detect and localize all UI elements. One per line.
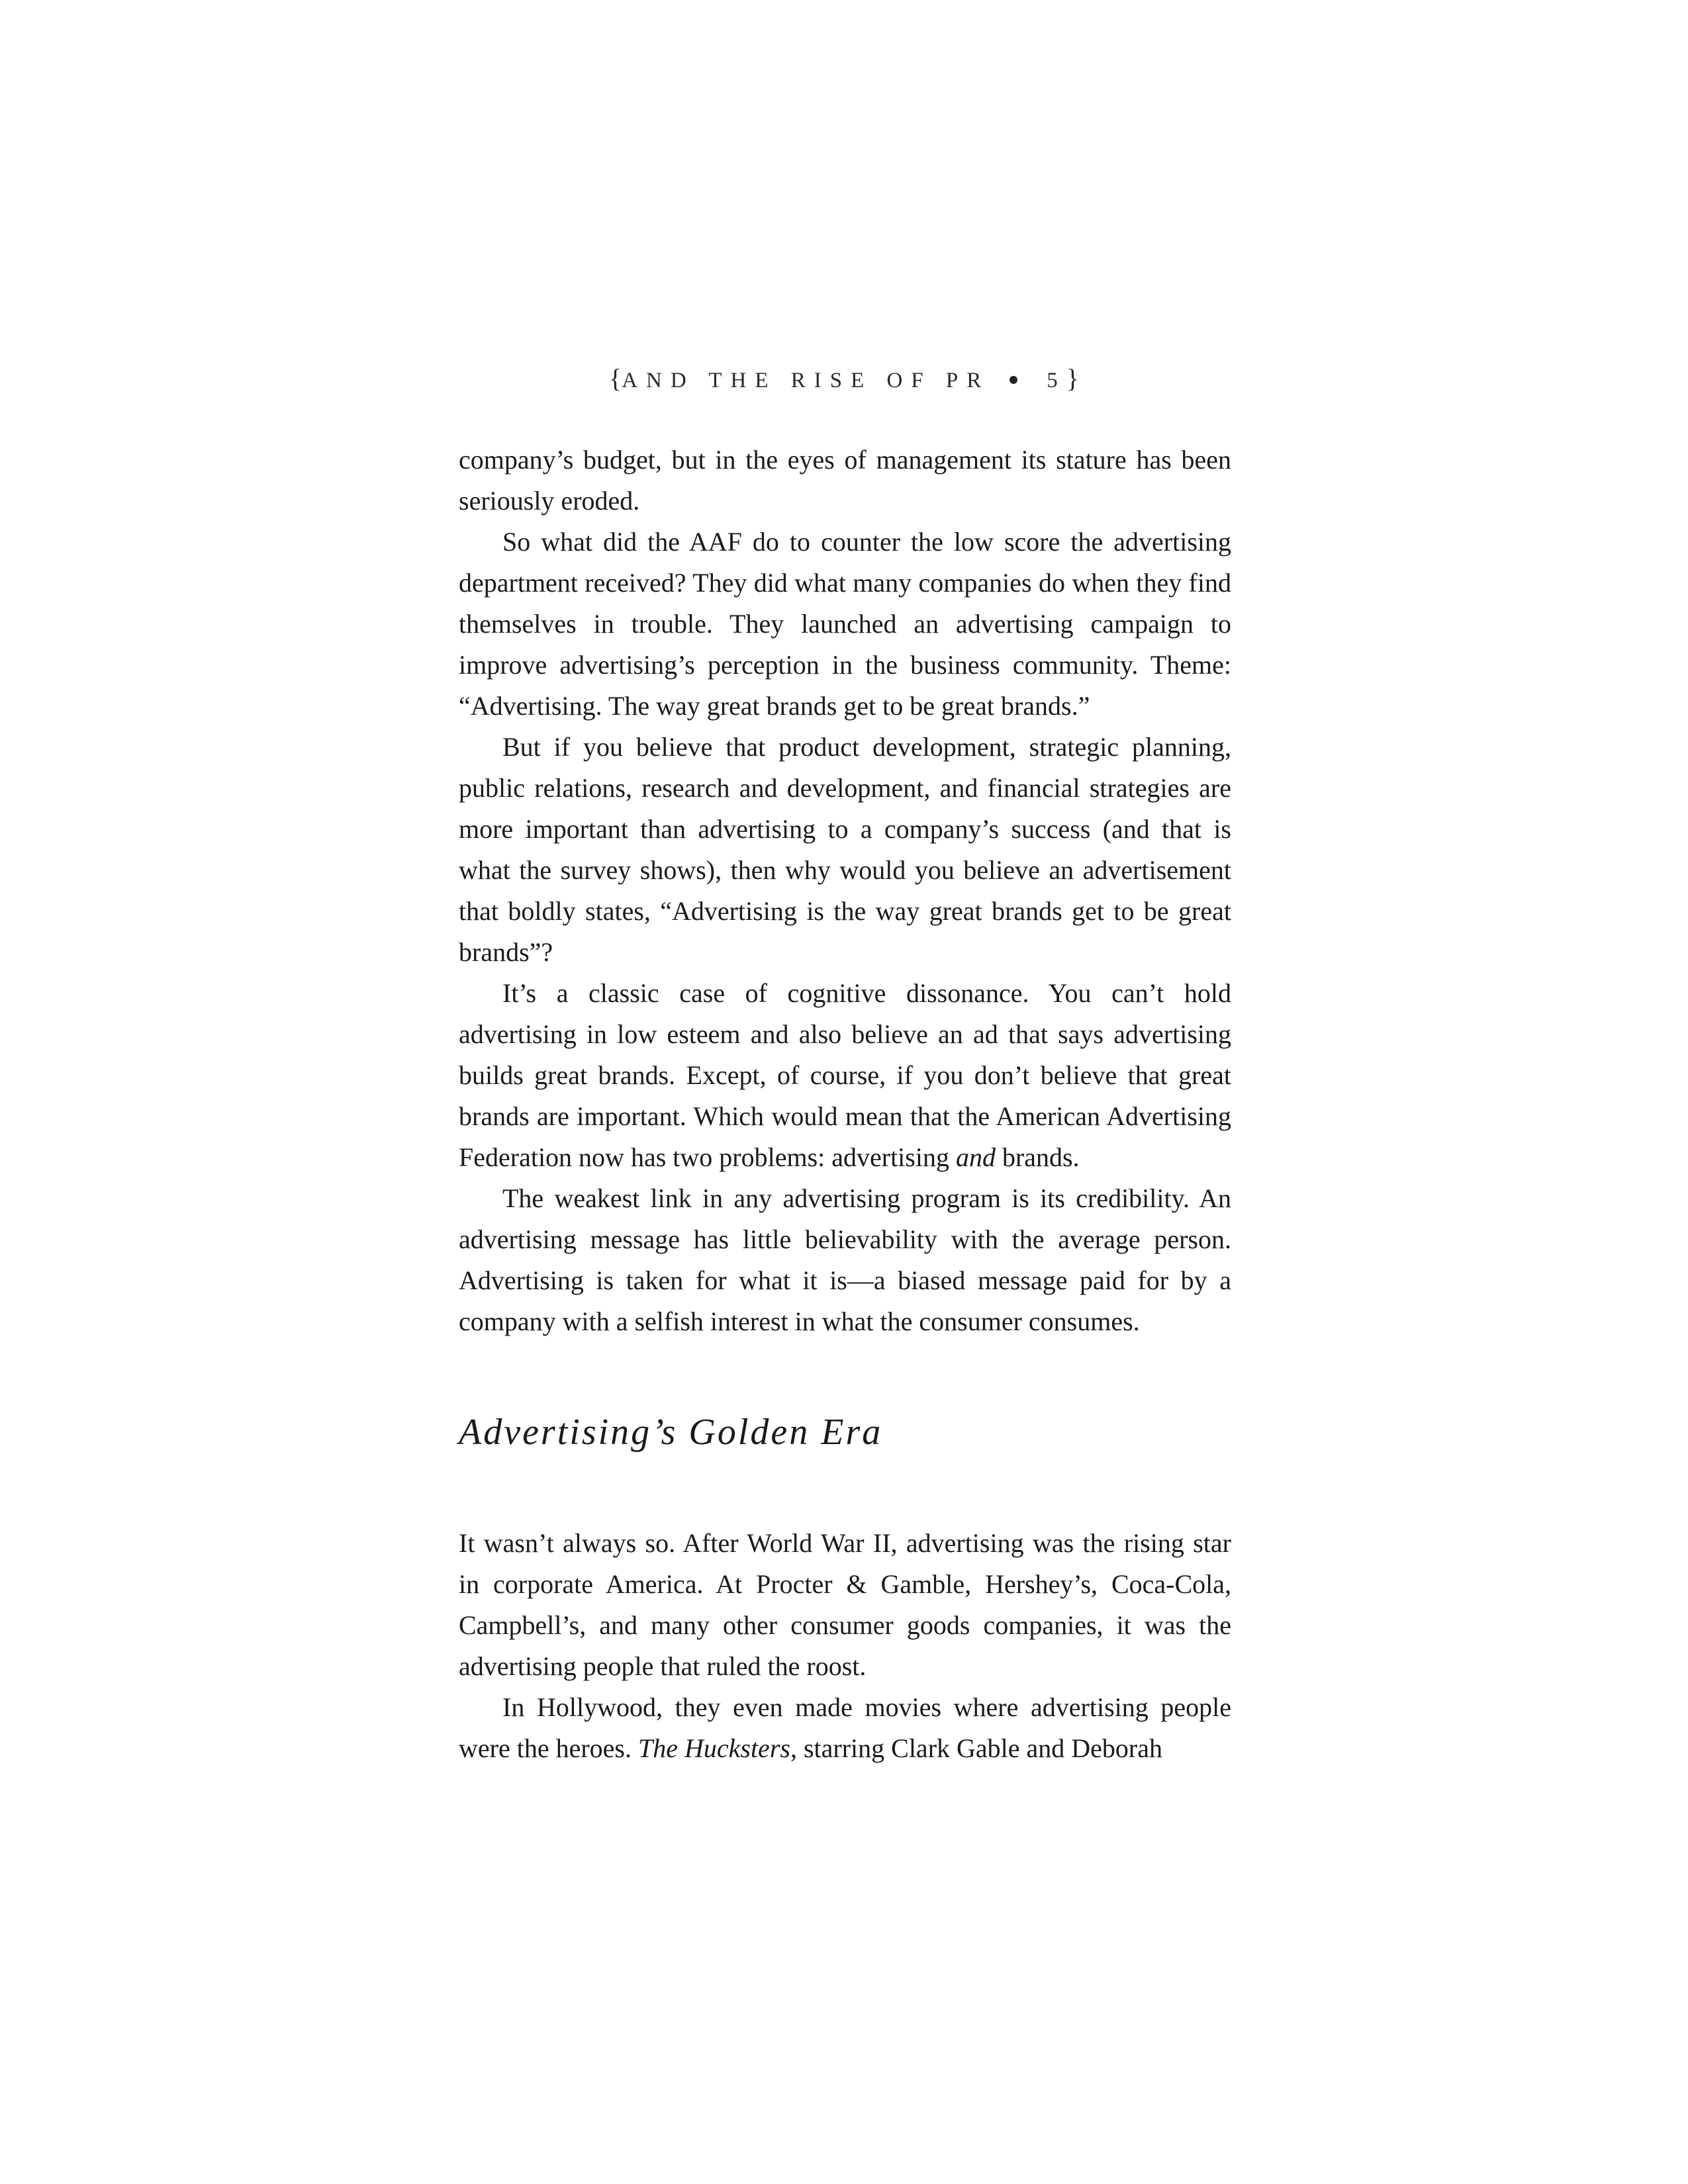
paragraph-text: It’s a classic case of cognitive dissonance. You can’t hold advertising in low esteem and also believe an ad that says advertising builds great brands. Except, of course, if you don’t believe that great brands are important. Which would mean that the American Advertising Federation now has two problems: advertising xyxy=(459,978,1231,1172)
paragraph: company’s budget, but in the eyes of management its stature has been seriously eroded. xyxy=(459,445,1231,516)
emphasis: and xyxy=(955,1142,996,1172)
section-heading: Advertising’s Golden Era xyxy=(459,1412,883,1453)
film-title: The Hucksters xyxy=(637,1733,790,1763)
paragraph: The weakest link in any advertising program is its credibility. An advertising message has little believability with the average person. Advertising is taken for what it is—a biased message paid for by a company with a selfish interest in what the consumer consumes. xyxy=(459,1183,1231,1336)
paragraph: It wasn’t always so. After World War II, advertising was the rising star in corporate America. At Procter & Gamble, Hershey’s, Coca-Cola, Campbell’s, and many other consumer goods companies, it was the advertising people that ruled the roost. xyxy=(459,1528,1231,1681)
paragraph: But if you believe that product development, strategic planning, public relations, research and development, and financial strategies are more important than advertising to a company’s success (and that is what the survey shows), then why would you believe an advertisement that boldly states, “Advertising is the way great brands get to be great brands”? xyxy=(459,732,1231,967)
page-number: 5 xyxy=(1047,369,1066,392)
section-body-text xyxy=(459,1523,1231,1769)
paragraph-text: In Hollywood, they even made movies where advertising people were the heroes. xyxy=(459,1692,1231,1763)
running-head xyxy=(0,363,1688,394)
paragraph xyxy=(459,1687,1231,1769)
running-head-title: AND THE RISE OF PR xyxy=(622,369,990,392)
paragraph: So what did the AAF do to counter the low score the advertising department received? They did what many companies do when they find themselves in trouble. They launched an advertising campaign to improve advertising’s perception in the business community. Theme: “Advertising. The way great brands get to be great brands.” xyxy=(459,527,1231,721)
body-text xyxy=(459,439,1231,1342)
running-head-close-brace: } xyxy=(1066,363,1079,393)
paragraph-text: , starring Clark Gable and Deborah xyxy=(790,1733,1162,1763)
bullet-separator xyxy=(1009,376,1017,384)
running-head-open-brace: { xyxy=(608,363,622,393)
paragraph xyxy=(459,973,1231,1178)
paragraph-text: brands. xyxy=(995,1142,1080,1172)
